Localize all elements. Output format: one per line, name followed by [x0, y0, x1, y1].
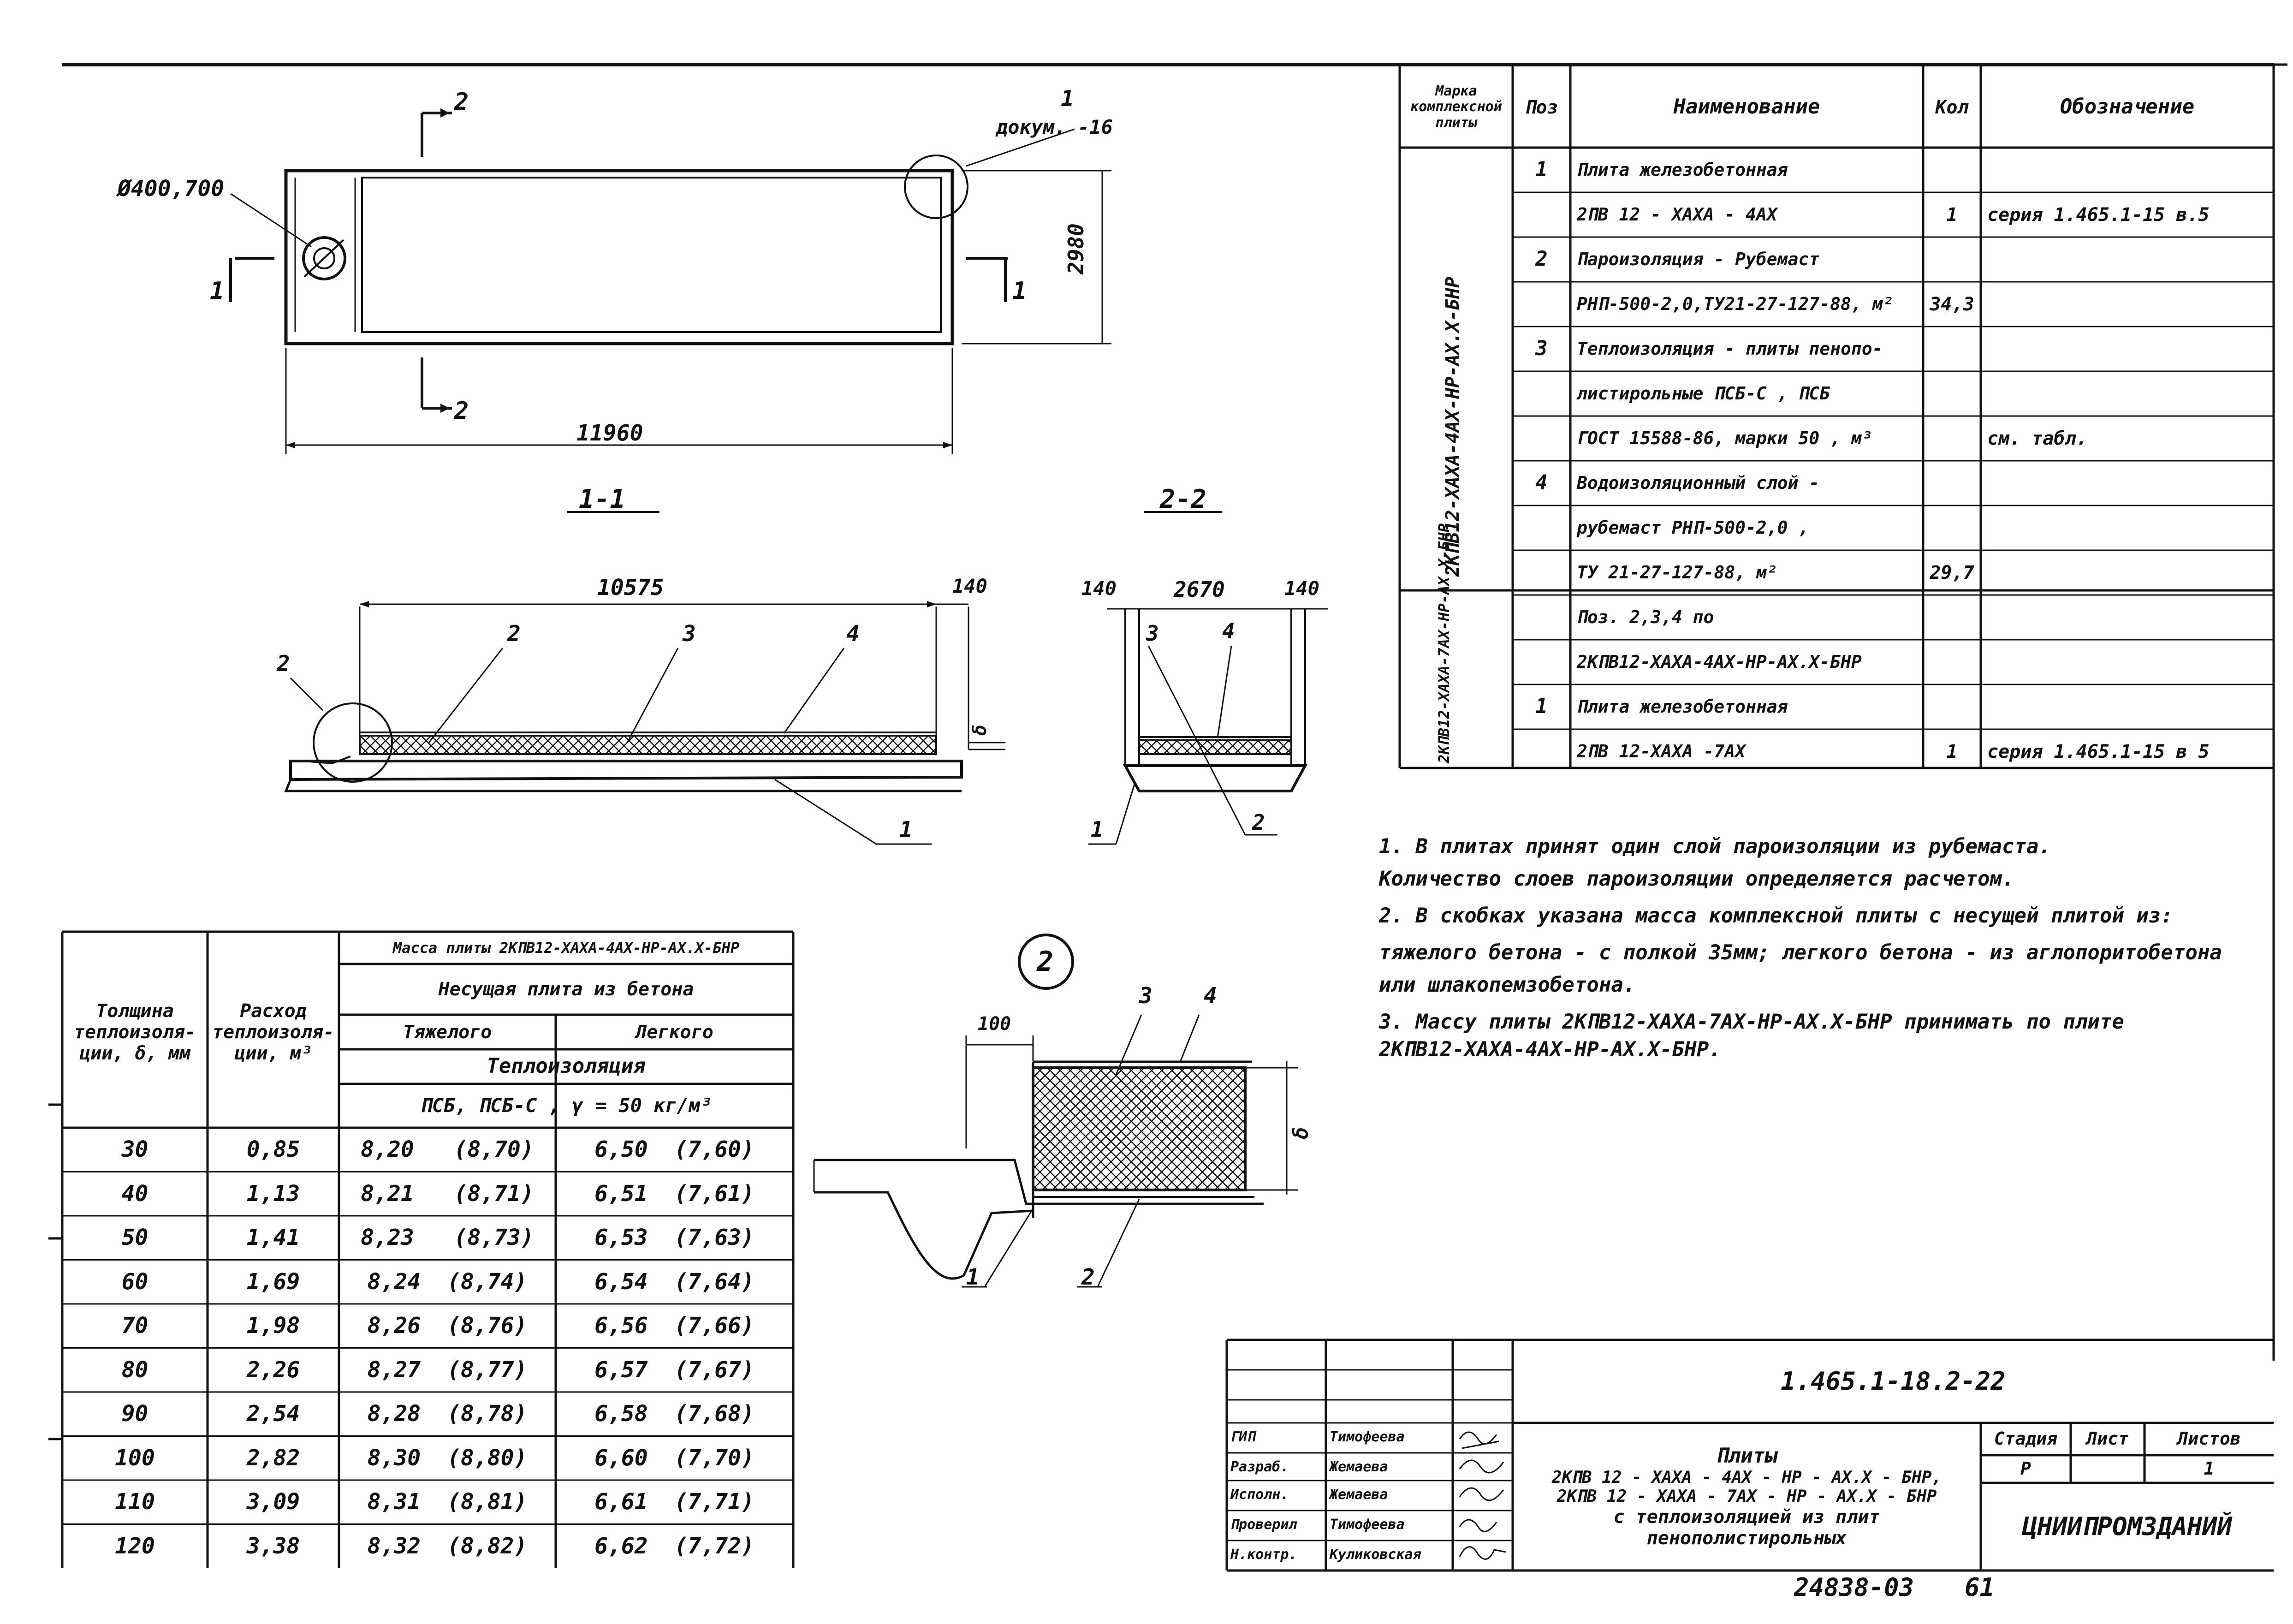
mass-row-volume: 3,38 [246, 1533, 300, 1559]
mass-row-thickness: 50 [121, 1225, 149, 1251]
mass-row-heavy: 8,30 (8,80) [367, 1445, 528, 1471]
spec-row-qty: 34,3 [1930, 293, 1974, 315]
spec-row-code: серия 1.465.1-15 в.5 [1987, 204, 2210, 226]
detail-2-callout-3: 3 [1139, 983, 1152, 1009]
section-1-callout-1: 1 [899, 817, 913, 843]
document-number: 1.465.1-18.2-22 [1781, 1366, 2006, 1396]
section-2-left-dimension: 140 [1081, 577, 1117, 600]
mass-row-thickness: 90 [121, 1401, 149, 1427]
spec-row-pos [1513, 506, 1570, 550]
signature-1 [1460, 1432, 1499, 1448]
detail-2-marker: 2 [1037, 946, 1054, 978]
spec-row-name: Пароизоляция - Рубемаст [1577, 249, 1820, 269]
spec-row-qty [1923, 237, 1981, 282]
mass-header-volume: Расход теплоизоля- ции, м³ [212, 1000, 334, 1064]
spec-row-qty [1923, 684, 1981, 729]
mass-row-light: 6,56 (7,66) [594, 1313, 754, 1339]
signature-name: Куликовская [1330, 1546, 1421, 1563]
hole-diameter-label: Ø400,700 [118, 176, 225, 202]
mass-row-light: 6,61 (7,71) [594, 1489, 754, 1515]
spec-row-name: листирольные ПСБ-С , ПСБ [1577, 383, 1830, 404]
mass-row-light: 6,53 (7,63) [594, 1225, 754, 1251]
spec-row-qty [1923, 416, 1981, 461]
section-mark-2-top: 2 [454, 88, 469, 116]
signature-name: Тимофеева [1330, 1428, 1405, 1445]
mass-row-heavy: 8,27 (8,77) [367, 1356, 528, 1383]
mass-row-volume: 0,85 [246, 1136, 300, 1163]
spec-group-2-mark: 2КПВ12-ХАХА-7АХ-НР-АХ.Х-БНР [1435, 523, 1453, 763]
mass-row-volume: 2,82 [246, 1445, 300, 1471]
spec-row-pos [1513, 595, 1570, 640]
mass-row-light: 6,51 (7,61) [594, 1180, 754, 1207]
mass-row-heavy: 8,24 (8,74) [367, 1268, 528, 1295]
mass-row-thickness: 100 [115, 1445, 155, 1471]
section-mark-1-right: 1 [1012, 277, 1027, 305]
spec-row-qty: 1 [1946, 741, 1958, 762]
note-line: 3. Массу плиты 2КПВ12-ХАХА-7АХ-НР-АХ.Х-БНР принимать по плите [1379, 1010, 2124, 1034]
detail-2-callout-4: 4 [1204, 983, 1217, 1009]
spec-row-name: Плита железобетонная [1577, 159, 1788, 180]
section-1-main-dimension: 10575 [597, 575, 664, 601]
spec-row-qty [1923, 595, 1981, 640]
mass-row-thickness: 110 [115, 1489, 155, 1515]
section-1-detail-callout: 2 [277, 651, 290, 677]
mass-row-light: 6,54 (7,64) [594, 1268, 754, 1295]
mass-row-thickness: 70 [121, 1313, 149, 1339]
mass-row-thickness: 30 [121, 1136, 149, 1163]
mass-row-thickness: 80 [121, 1356, 149, 1383]
spec-header-pos: Поз [1525, 96, 1558, 118]
plan-height-dimension: 2980 [1063, 223, 1088, 274]
spec-row-code: см. табл. [1987, 428, 2087, 449]
footer-code: 24838-03 [1794, 1573, 1914, 1602]
spec-row-name: ТУ 21-27-127-88, м² [1577, 562, 1777, 583]
section-mark-1-left: 1 [210, 277, 225, 305]
signature-name: Жемаева [1330, 1458, 1388, 1475]
mass-row-heavy: 8,21 (8,71) [361, 1180, 534, 1207]
detail-2-callout-2: 2 [1081, 1264, 1095, 1290]
section-2-callout-2: 2 [1252, 810, 1265, 835]
spec-row-qty [1923, 506, 1981, 550]
signature-4 [1460, 1520, 1497, 1531]
title-line-2: 2КПВ 12 - ХАХА - 4АХ - НР - АХ.Х - БНР, [1551, 1468, 1942, 1487]
section-2-callout-3: 3 [1146, 621, 1159, 646]
spec-row-pos: 2 [1535, 247, 1548, 271]
mass-row-light: 6,57 (7,67) [594, 1356, 754, 1383]
section-2-callout-4: 4 [1222, 619, 1235, 643]
mass-row-thickness: 120 [115, 1533, 155, 1559]
section-1-callout-3: 3 [683, 621, 696, 647]
mass-header-insulation: Теплоизоляция [487, 1054, 646, 1078]
spec-row-name: Водоизоляционный слой - [1577, 472, 1820, 493]
note-line: Количество слоев пароизоляции определяется расчетом. [1379, 867, 2014, 891]
spec-row-name: 2КПВ12-ХАХА-4АХ-НР-АХ.Х-БНР [1577, 651, 1862, 672]
spec-row-name: Поз. 2,3,4 по [1577, 607, 1714, 627]
spec-row-qty: 29,7 [1930, 562, 1974, 583]
spec-row-name: 2ПВ 12-ХАХА -7АХ [1577, 741, 1746, 761]
spec-row-name: Теплоизоляция - плиты пенопо- [1577, 338, 1883, 359]
signature-role: ГИП [1230, 1428, 1256, 1445]
spec-row-pos [1513, 729, 1570, 774]
mass-header-thickness: Толщина теплоизоля- ции, δ, мм [74, 1000, 196, 1064]
sheets-label: Листов [2177, 1428, 2241, 1449]
section-1-title: 1-1 [579, 484, 626, 514]
signature-role: Н.контр. [1230, 1546, 1297, 1563]
spec-row-pos: 1 [1535, 695, 1548, 719]
spec-row-qty [1923, 327, 1981, 371]
mass-row-heavy: 8,28 (8,78) [367, 1401, 528, 1427]
callout-document-ref: докум. -16 [996, 116, 1113, 138]
section-1-delta: δ [969, 724, 991, 736]
section-2-right-dimension: 140 [1284, 577, 1319, 600]
spec-row-code: серия 1.465.1-15 в 5 [1987, 741, 2210, 762]
mass-row-volume: 1,41 [246, 1225, 300, 1251]
section-2-title: 2-2 [1160, 484, 1207, 514]
mass-row-volume: 1,98 [246, 1313, 300, 1339]
organization-name: ЦНИИПРОМЗДАНИЙ [2022, 1511, 2233, 1541]
mass-header-mass: Масса плиты 2КПВ12-ХАХА-4АХ-НР-АХ.Х-БНР [392, 939, 740, 957]
sheet-label: Лист [2086, 1428, 2129, 1449]
title-line-3: 2КПВ 12 - ХАХА - 7АХ - НР - АХ.Х - БНР [1556, 1487, 1937, 1506]
note-line: тяжелого бетона - с полкой 35мм; легкого бетона - из аглопоритобетона [1379, 941, 2222, 964]
mass-header-carrier: Несущая плита из бетона [438, 979, 694, 1000]
note-line: или шлакопемзобетона. [1379, 973, 1636, 997]
mass-row-heavy: 8,23 (8,73) [361, 1225, 534, 1251]
spec-group-1-mark: 2КПВ12-ХАХА-4АХ-НР-АХ.Х-БНР [1442, 276, 1463, 577]
spec-row-code [1981, 461, 2274, 506]
spec-row-code [1981, 506, 2274, 550]
title-line-1: Плиты [1716, 1444, 1777, 1468]
mass-row-light: 6,50 (7,60) [594, 1136, 754, 1163]
spec-row-code [1981, 550, 2274, 595]
sheets-value: 1 [2204, 1458, 2215, 1479]
mass-row-light: 6,60 (7,70) [594, 1445, 754, 1471]
spec-row-name: РНП-500-2,0,ТУ21-27-127-88, м² [1577, 293, 1894, 314]
mass-row-thickness: 60 [121, 1268, 149, 1295]
spec-row-qty: 1 [1946, 204, 1958, 226]
section-1-callout-2: 2 [507, 621, 521, 647]
signature-role: Проверил [1230, 1516, 1297, 1533]
signature-name: Тимофеева [1330, 1516, 1405, 1533]
section-2-mid-dimension: 2670 [1174, 577, 1225, 602]
mass-row-heavy: 8,31 (8,81) [367, 1489, 528, 1515]
note-line: 2КПВ12-ХАХА-4АХ-НР-АХ.Х-БНР. [1379, 1038, 1721, 1061]
mass-row-volume: 3,09 [246, 1489, 300, 1515]
stage-label: Стадия [1994, 1428, 2058, 1449]
spec-row-code [1981, 684, 2274, 729]
note-line: 1. В плитах принят один слой пароизоляции из рубемаста. [1379, 835, 2051, 858]
signature-name: Жемаева [1330, 1486, 1388, 1503]
mass-row-volume: 2,26 [246, 1356, 300, 1383]
detail-2-callout-1: 1 [966, 1264, 980, 1290]
mass-row-heavy: 8,20 (8,70) [361, 1136, 534, 1163]
spec-header-mark: Марка комплексной плиты [1410, 83, 1502, 131]
spec-row-code [1981, 237, 2274, 282]
mass-header-heavy: Тяжелого [403, 1021, 492, 1043]
signature-role: Разраб. [1230, 1458, 1289, 1475]
spec-row-qty [1923, 461, 1981, 506]
spec-row-pos: 3 [1535, 337, 1548, 361]
signature-2 [1460, 1460, 1503, 1473]
spec-row-name: 2ПВ 12 - ХАХА - 4АХ [1577, 204, 1777, 225]
spec-row-qty [1923, 640, 1981, 684]
spec-row-pos: 1 [1535, 158, 1548, 182]
mass-header-type: ПСБ, ПСБ-С , γ = 50 кг/м³ [420, 1094, 712, 1117]
spec-row-code [1981, 640, 2274, 684]
spec-row-code [1981, 282, 2274, 327]
spec-row-pos: 4 [1535, 471, 1548, 495]
spec-row-pos [1513, 640, 1570, 684]
footer-page: 61 [1965, 1573, 1995, 1602]
spec-header-name: Наименование [1673, 95, 1820, 119]
plan-width-dimension: 11960 [576, 420, 643, 446]
spec-row-pos [1513, 371, 1570, 416]
mass-row-volume: 1,13 [246, 1180, 300, 1207]
mass-row-heavy: 8,26 (8,76) [367, 1313, 528, 1339]
spec-row-name: Плита железобетонная [1577, 696, 1788, 717]
spec-row-name: рубемаст РНП-500-2,0 , [1577, 517, 1809, 538]
mass-row-thickness: 40 [121, 1180, 149, 1207]
detail-2-dimension-100: 100 [978, 1013, 1011, 1035]
spec-row-pos [1513, 192, 1570, 237]
stage-value: Р [2020, 1458, 2031, 1479]
note-line: 2. В скобках указана масса комплексной плиты с несущей плитой из: [1379, 904, 2173, 928]
mass-header-light: Легкого [636, 1021, 713, 1043]
mass-row-heavy: 8,32 (8,82) [367, 1533, 528, 1559]
drawing-title [1513, 1423, 1981, 1570]
spec-header-qty: Кол [1935, 96, 1969, 118]
mass-row-light: 6,58 (7,68) [594, 1401, 754, 1427]
section-1-edge-dimension: 140 [952, 575, 987, 597]
section-2-callout-1: 1 [1091, 817, 1104, 842]
spec-row-pos [1513, 416, 1570, 461]
signature-3 [1460, 1488, 1503, 1500]
spec-row-code [1981, 371, 2274, 416]
detail-2-delta: δ [1289, 1127, 1313, 1139]
signature-role: Исполн. [1230, 1486, 1289, 1503]
spec-row-code [1981, 148, 2274, 192]
title-line-5: пенополистирольных [1646, 1527, 1847, 1549]
section-mark-2-bottom: 2 [454, 397, 469, 425]
section-1-callout-4: 4 [846, 621, 860, 647]
spec-row-qty [1923, 148, 1981, 192]
signature-5 [1460, 1547, 1506, 1559]
spec-header-code: Обозначение [2060, 95, 2195, 119]
callout-number: 1 [1061, 86, 1074, 112]
title-line-4: с теплоизоляцией из плит [1613, 1506, 1880, 1528]
spec-row-pos [1513, 282, 1570, 327]
spec-row-code [1981, 327, 2274, 371]
spec-row-name: ГОСТ 15588-86, марки 50 , м³ [1577, 428, 1872, 448]
spec-row-pos [1513, 550, 1570, 595]
spec-row-qty [1923, 371, 1981, 416]
mass-row-volume: 2,54 [246, 1401, 300, 1427]
spec-row-code [1981, 595, 2274, 640]
mass-row-volume: 1,69 [246, 1268, 300, 1295]
mass-row-light: 6,62 (7,72) [594, 1533, 754, 1559]
